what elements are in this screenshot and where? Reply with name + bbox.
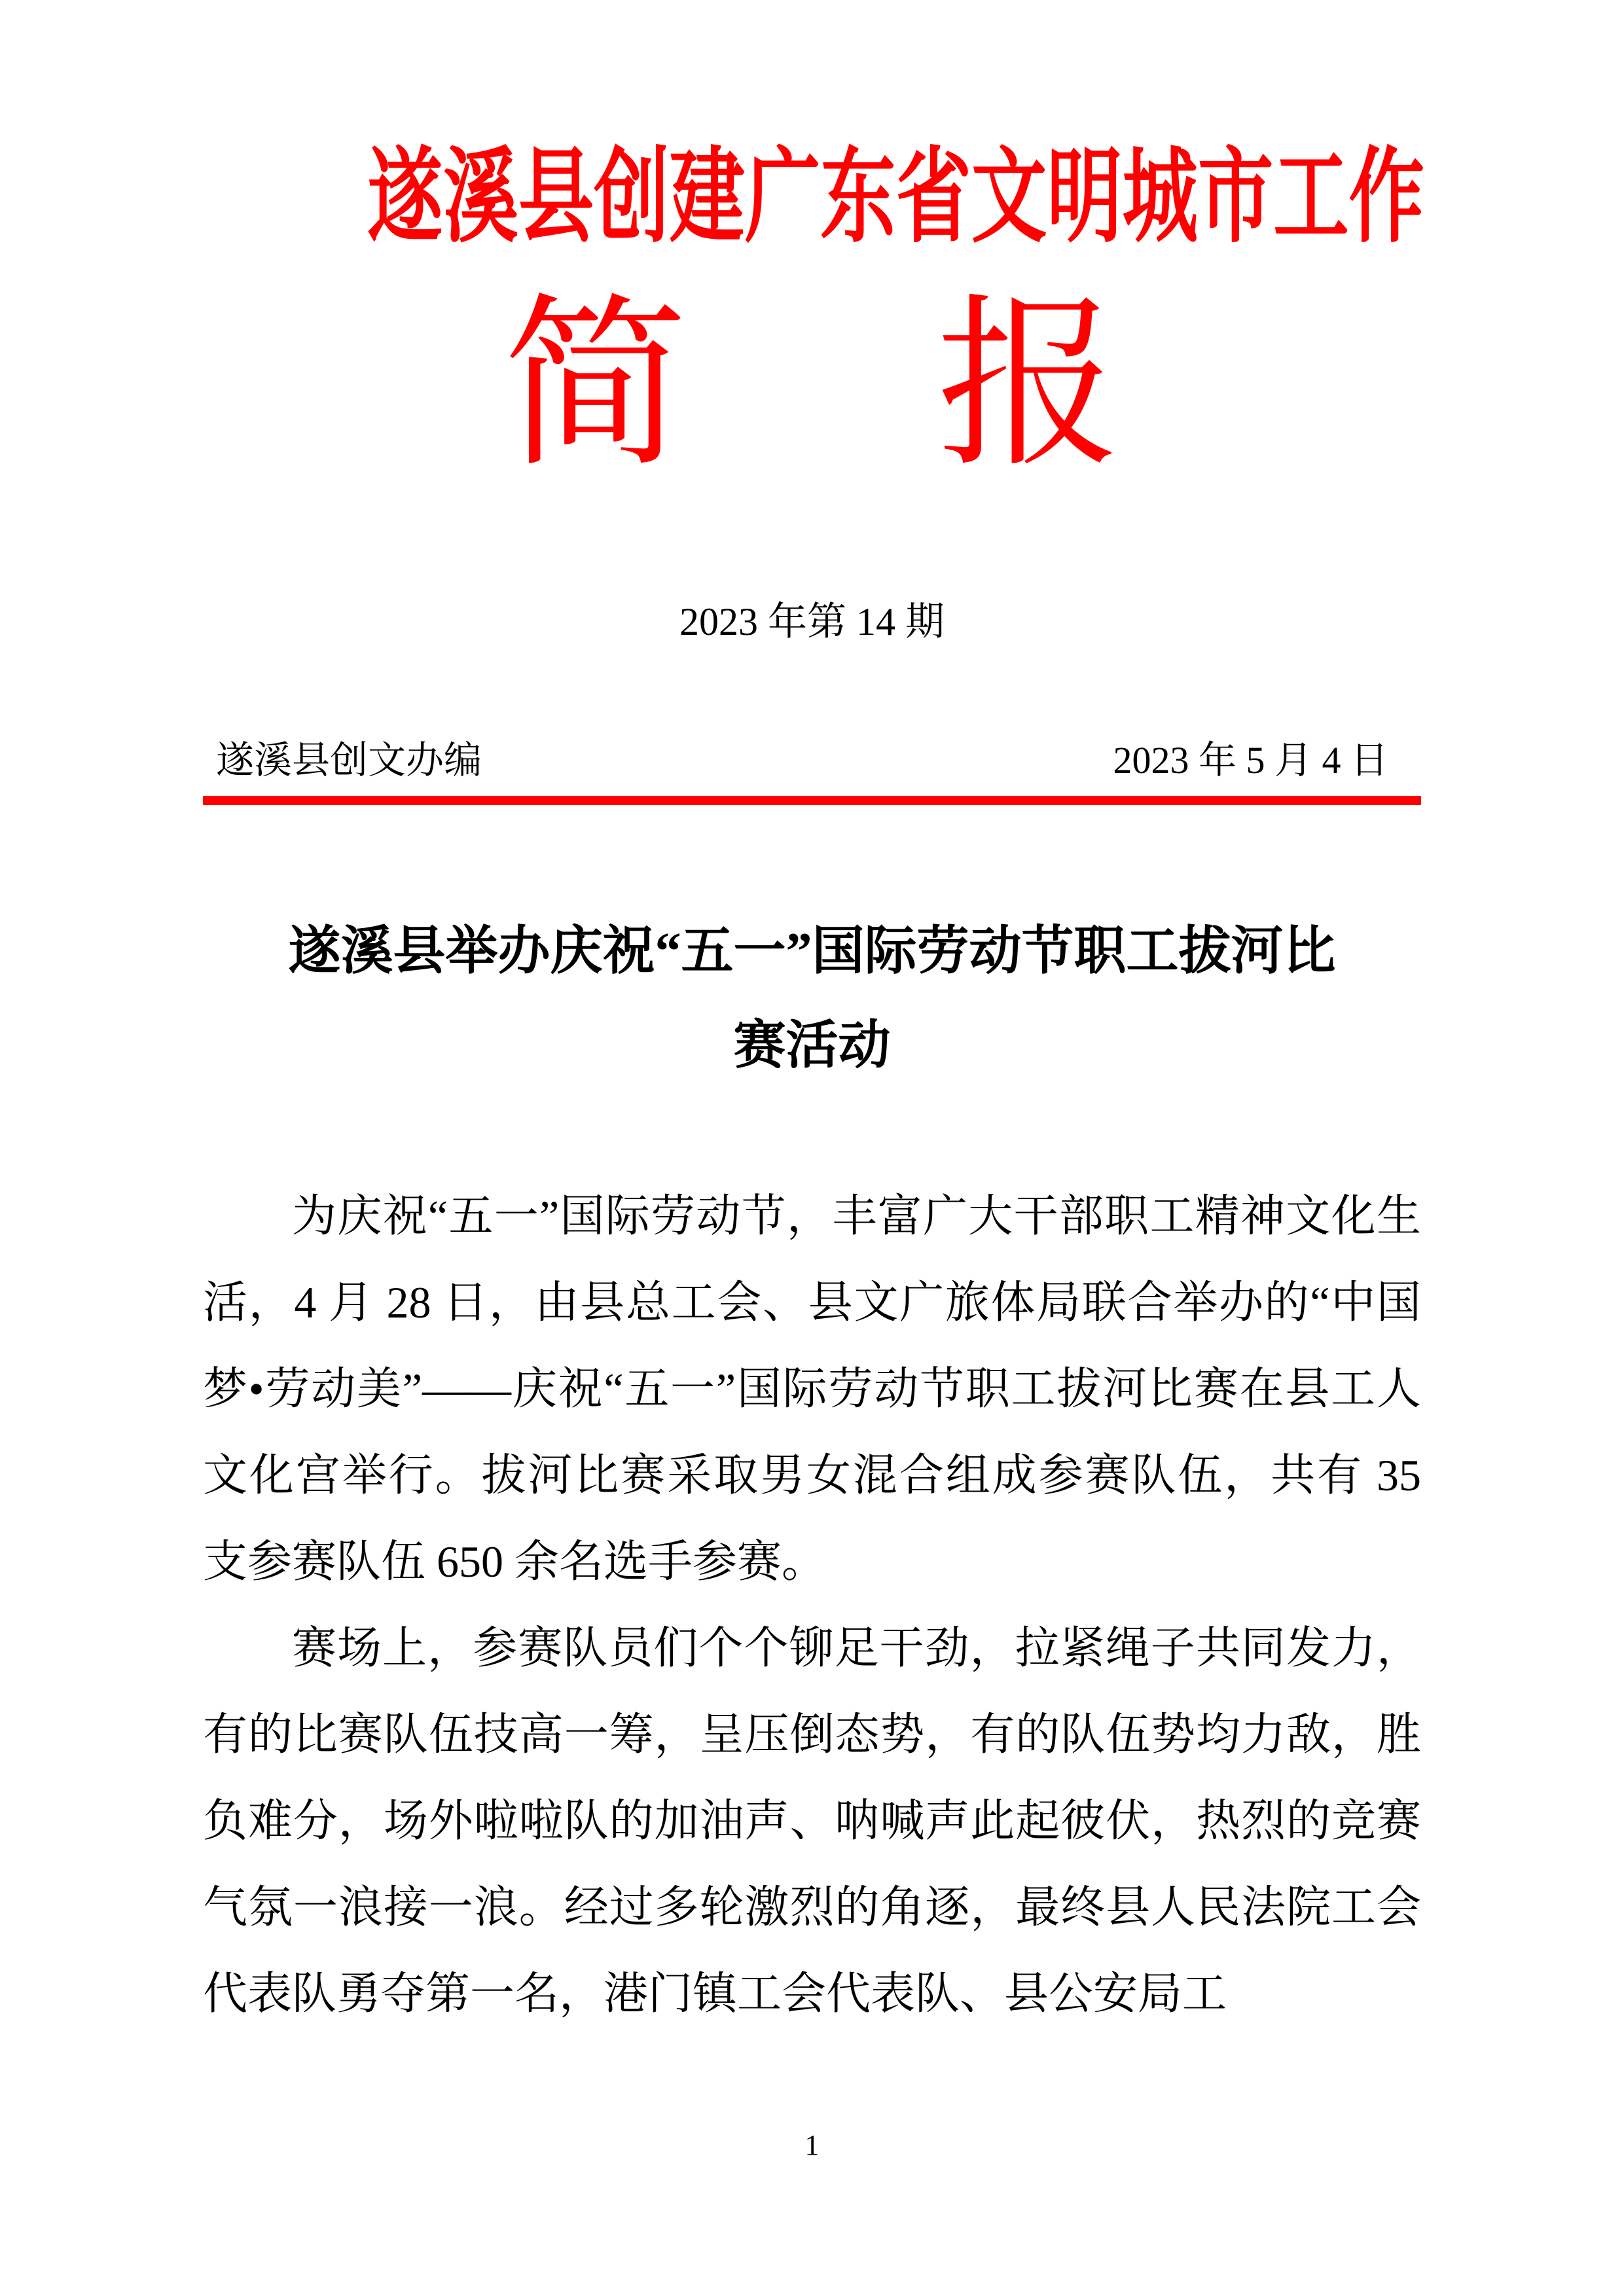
article-title-line-1: 遂溪县举办庆祝“五一”国际劳动节职工拔河比 [288,923,1336,981]
page-content [0,139,1624,2037]
issue-date: 2023 年 5 月 4 日 [1113,738,1388,781]
page-number: 1 [804,2129,820,2161]
brief-title [203,283,1421,488]
brief-char-bao: 报 [936,283,1121,488]
article-title [203,905,1421,1093]
editor-label: 遂溪县创文办编 [216,738,482,781]
brief-char-jian: 简 [503,283,688,488]
red-divider [203,796,1421,805]
issue-line: 2023 年第 14 期 [679,600,945,643]
article-title-line-2: 赛活动 [733,1017,891,1075]
body-paragraph-1: 为庆祝“五一”国际劳动节，丰富广大干部职工精神文化生活，4 月 28 日，由县总工会、县文广旅体局联合举办的“中国梦•劳动美”——庆祝“五一”国际劳动节职工拔河比赛在县工人文化宫举行。拔河比赛采取男女混合组成参赛队伍，共有 35 支参赛队伍 650 余名选手参赛。 [203,1191,1421,1587]
article-body [203,1173,1421,2037]
editor-row [203,738,1421,783]
body-paragraph-2: 赛场上，参赛队员们个个铆足干劲，拉紧绳子共同发力，有的比赛队伍技高一筹，呈压倒态势，有的队伍势均力敌，胜负难分，场外啦啦队的加油声、呐喊声此起彼伏，热烈的竞赛气氛一浪接一浪。经过多轮激烈的角逐，最终县人民法院工会代表队勇夺第一名，港门镇工会代表队、县公安局工 [203,1623,1421,2019]
masthead-title: 遂溪县创建广东省文明城市工作 [367,141,1424,255]
